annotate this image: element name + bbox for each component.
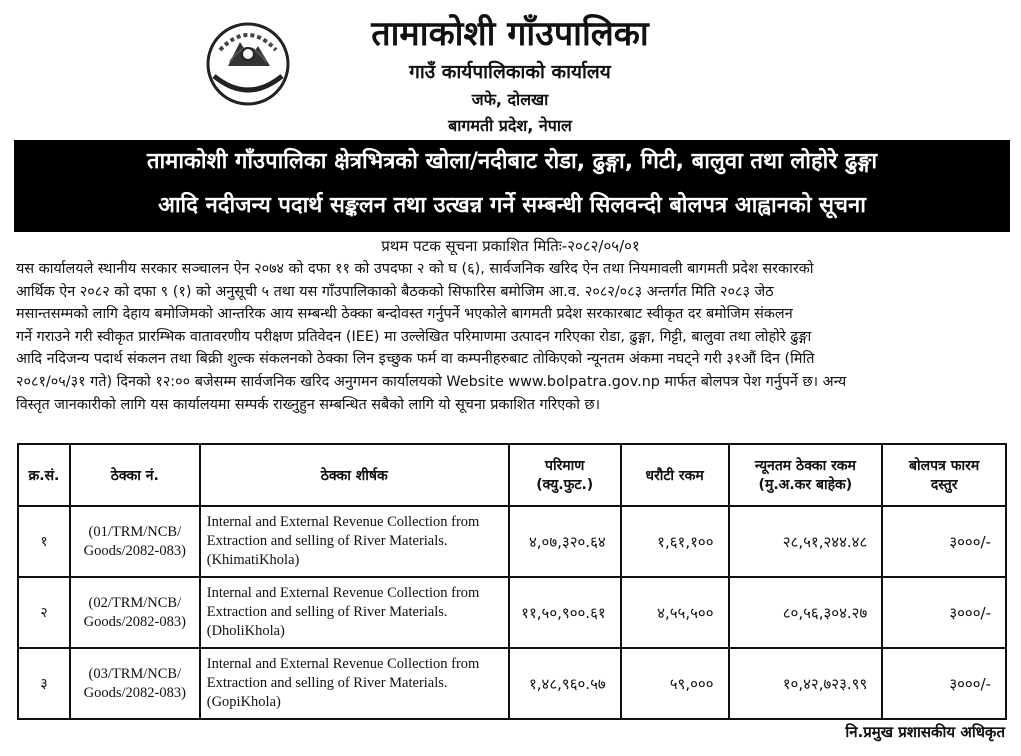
cell-deposit: १,६१,१०० (621, 506, 729, 577)
cell-contract-no: (02/TRM/NCB/ Goods/2082-083) (70, 577, 200, 648)
office-province: बागमती प्रदेश, नेपाल (448, 116, 572, 135)
header-deposit: धरौटी रकम (621, 444, 729, 506)
cell-form-fee: ३०००/- (882, 648, 1006, 719)
cell-quantity: ४,०७,३२०.६४ (509, 506, 621, 577)
notice-body (16, 258, 1008, 416)
cell-min-amount: २८,५१,२४४.४८ (729, 506, 883, 577)
notice-heading (14, 140, 1010, 232)
signatory-title: नि.प्रमुख प्रशासकीय अधिकृत (845, 723, 1005, 741)
header-contract-no: ठेक्का नं. (70, 444, 200, 506)
table-row (18, 648, 1006, 719)
cell-form-fee: ३०००/- (882, 577, 1006, 648)
contracts-table (17, 443, 1007, 720)
body-line: २०८१/०५/३१ गते) दिनको १२:०० बजेसम्म सार्वजनिक खरिद अनुगमन कार्यालयको Website www.bolpatra.gov.np मार्फत बोलपत्र पेश गर्नुपर्ने छ। अन्य (16, 373, 847, 390)
cell-contract-title: Internal and External Revenue Collection from Extraction and selling of River Materials. (GopiKhola) (200, 648, 509, 719)
cell-form-fee: ३०००/- (882, 506, 1006, 577)
table-header-row (18, 444, 1006, 506)
body-line: आर्थिक ऐन २०८२ को दफा ९ (१) को अनुसूची ५ तथा यस गाँउपालिकाको बैठकको सिफारिस बमोजिम आ.व. २०८२/०८३ अन्तर्गत मिति २०८३ जेठ (16, 283, 774, 300)
body-line: गर्ने गराउने गरी स्वीकृत प्रारम्भिक वातावरणीय परीक्षण प्रतिवेदन (IEE) मा उल्लेखित परिमाणमा उत्पादन गरिएका रोडा, ढुङ्गा, गिट्टी, बालुवा तथा लोहोरे ढुङ्गा (16, 328, 812, 345)
nepal-emblem-icon (200, 14, 296, 110)
body-line: आदि नदिजन्य पदार्थ संकलन तथा बिक्री शुल्क संकलनको ठेक्का लिन इच्छुक फर्म वा कम्पनीहरुबाट तोकिएको न्यूनतम अंकमा नघट्ने गरी ३१औं दिन (मिति (16, 351, 815, 368)
header-quantity: परिमाण (क्यु.फुट.) (509, 444, 621, 506)
cell-quantity: ११,५०,९००.६१ (509, 577, 621, 648)
notice-heading-line-1: तामाकोशी गाँउपालिका क्षेत्रभित्रको खोला/नदीबाट रोडा, ढुङ्गा, गिटी, बालुवा तथा लोहोरे ढुङ्गा (146, 149, 878, 174)
table-row (18, 577, 1006, 648)
publication-date: प्रथम पटक सूचना प्रकाशित मितिः-२०८२/०५/०१ (381, 237, 640, 255)
cell-contract-title: Internal and External Revenue Collection from Extraction and selling of River Materials. (KhimatiKhola) (200, 506, 509, 577)
cell-contract-no: (03/TRM/NCB/ Goods/2082-083) (70, 648, 200, 719)
cell-deposit: ५९,००० (621, 648, 729, 719)
header-form-fee: बोलपत्र फारम दस्तुर (882, 444, 1006, 506)
cell-quantity: १,४८,९६०.५७ (509, 648, 621, 719)
header-contract-title: ठेक्का शीर्षक (200, 444, 509, 506)
body-line: यस कार्यालयले स्थानीय सरकार सञ्चालन ऐन २०७४ को दफा ११ को उपदफा २ को घ (६), सार्वजनिक खरिद ऐन तथा नियमावली बागमती प्रदेश सरकारको (16, 261, 814, 277)
office-name: गाउँ कार्यपालिकाको कार्यालय (409, 61, 611, 83)
office-location: जफे, दोलखा (471, 90, 549, 109)
cell-sn: २ (18, 577, 70, 648)
cell-deposit: ४,५५,५०० (621, 577, 729, 648)
header-min-amount: न्यूनतम ठेक्का रकम (मु.अ.कर बाहेक) (729, 444, 883, 506)
body-line: विस्तृत जानकारीको लागि यस कार्यालयमा सम्पर्क राख्नुहुन सम्बन्धित सबैको लागि यो सूचना प्रकाशित गरिएको छ। (16, 396, 601, 413)
cell-min-amount: ८०,५६,३०४.२७ (729, 577, 883, 648)
cell-sn: ३ (18, 648, 70, 719)
cell-min-amount: १०,४२,७२३.९९ (729, 648, 883, 719)
table-row (18, 506, 1006, 577)
municipality-title: तामाकोशी गाँउपालिका (371, 14, 649, 54)
header-sn: क्र.सं. (18, 444, 70, 506)
notice-heading-line-2: आदि नदीजन्य पदार्थ सङ्कलन तथा उत्खन्न गर्ने सम्बन्धी सिलवन्दी बोलपत्र आह्वानको सूचना (158, 193, 866, 218)
cell-contract-no: (01/TRM/NCB/ Goods/2082-083) (70, 506, 200, 577)
cell-sn: १ (18, 506, 70, 577)
cell-contract-title: Internal and External Revenue Collection from Extraction and selling of River Materials. (DholiKhola) (200, 577, 509, 648)
letterhead (0, 0, 1021, 140)
body-line: मसान्तसम्मको लागि देहाय बमोजिमको आन्तरिक आय सम्बन्धी ठेक्का बन्दोवस्त गर्नुपर्ने भएकोले बागमती प्रदेश सरकारबाट स्वीकृत दर बमोजिम संकलन (16, 306, 793, 323)
